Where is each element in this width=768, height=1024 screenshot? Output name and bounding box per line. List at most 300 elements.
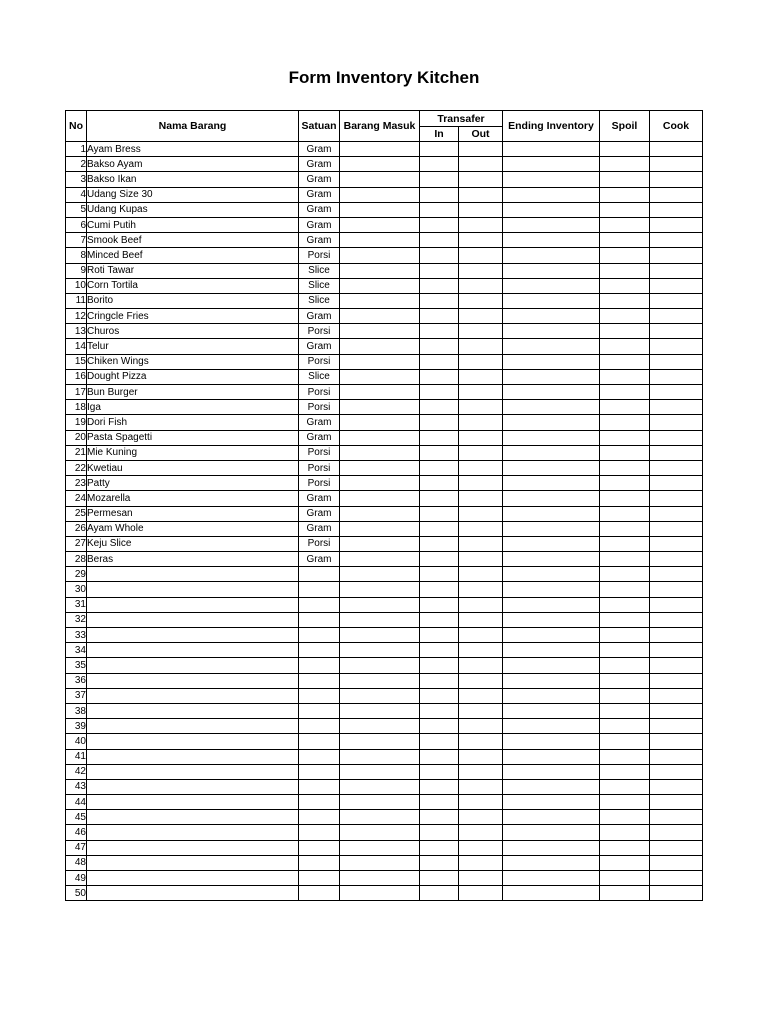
barang-masuk-cell[interactable] bbox=[340, 506, 420, 521]
barang-masuk-cell[interactable] bbox=[340, 825, 420, 840]
item-name-cell[interactable]: Pasta Spagetti bbox=[87, 430, 299, 445]
item-name-cell[interactable] bbox=[87, 719, 299, 734]
cook-cell[interactable] bbox=[650, 157, 703, 172]
unit-cell[interactable]: Gram bbox=[299, 142, 340, 157]
unit-cell[interactable] bbox=[299, 825, 340, 840]
transfer-in-cell[interactable] bbox=[420, 476, 459, 491]
transfer-out-cell[interactable] bbox=[459, 703, 503, 718]
item-name-cell[interactable]: Dori Fish bbox=[87, 415, 299, 430]
unit-cell[interactable]: Gram bbox=[299, 506, 340, 521]
transfer-in-cell[interactable] bbox=[420, 202, 459, 217]
spoil-cell[interactable] bbox=[600, 810, 650, 825]
item-name-cell[interactable]: Cringcle Fries bbox=[87, 309, 299, 324]
transfer-in-cell[interactable] bbox=[420, 779, 459, 794]
cook-cell[interactable] bbox=[650, 354, 703, 369]
unit-cell[interactable] bbox=[299, 612, 340, 627]
cook-cell[interactable] bbox=[650, 172, 703, 187]
barang-masuk-cell[interactable] bbox=[340, 172, 420, 187]
transfer-out-cell[interactable] bbox=[459, 324, 503, 339]
transfer-out-cell[interactable] bbox=[459, 445, 503, 460]
item-name-cell[interactable] bbox=[87, 643, 299, 658]
transfer-in-cell[interactable] bbox=[420, 795, 459, 810]
transfer-out-cell[interactable] bbox=[459, 795, 503, 810]
barang-masuk-cell[interactable] bbox=[340, 855, 420, 870]
barang-masuk-cell[interactable] bbox=[340, 248, 420, 263]
cook-cell[interactable] bbox=[650, 263, 703, 278]
ending-inventory-cell[interactable] bbox=[503, 400, 600, 415]
spoil-cell[interactable] bbox=[600, 157, 650, 172]
unit-cell[interactable] bbox=[299, 719, 340, 734]
spoil-cell[interactable] bbox=[600, 263, 650, 278]
ending-inventory-cell[interactable] bbox=[503, 460, 600, 475]
cook-cell[interactable] bbox=[650, 278, 703, 293]
barang-masuk-cell[interactable] bbox=[340, 202, 420, 217]
ending-inventory-cell[interactable] bbox=[503, 779, 600, 794]
transfer-in-cell[interactable] bbox=[420, 369, 459, 384]
cook-cell[interactable] bbox=[650, 552, 703, 567]
cook-cell[interactable] bbox=[650, 673, 703, 688]
spoil-cell[interactable] bbox=[600, 567, 650, 582]
barang-masuk-cell[interactable] bbox=[340, 795, 420, 810]
unit-cell[interactable] bbox=[299, 688, 340, 703]
cook-cell[interactable] bbox=[650, 567, 703, 582]
item-name-cell[interactable]: Iga bbox=[87, 400, 299, 415]
transfer-in-cell[interactable] bbox=[420, 673, 459, 688]
transfer-in-cell[interactable] bbox=[420, 415, 459, 430]
ending-inventory-cell[interactable] bbox=[503, 886, 600, 901]
ending-inventory-cell[interactable] bbox=[503, 309, 600, 324]
spoil-cell[interactable] bbox=[600, 415, 650, 430]
barang-masuk-cell[interactable] bbox=[340, 187, 420, 202]
item-name-cell[interactable] bbox=[87, 749, 299, 764]
spoil-cell[interactable] bbox=[600, 658, 650, 673]
unit-cell[interactable]: Gram bbox=[299, 309, 340, 324]
unit-cell[interactable] bbox=[299, 582, 340, 597]
spoil-cell[interactable] bbox=[600, 643, 650, 658]
barang-masuk-cell[interactable] bbox=[340, 157, 420, 172]
ending-inventory-cell[interactable] bbox=[503, 415, 600, 430]
spoil-cell[interactable] bbox=[600, 202, 650, 217]
transfer-in-cell[interactable] bbox=[420, 217, 459, 232]
ending-inventory-cell[interactable] bbox=[503, 643, 600, 658]
barang-masuk-cell[interactable] bbox=[340, 385, 420, 400]
unit-cell[interactable] bbox=[299, 628, 340, 643]
cook-cell[interactable] bbox=[650, 293, 703, 308]
barang-masuk-cell[interactable] bbox=[340, 597, 420, 612]
ending-inventory-cell[interactable] bbox=[503, 354, 600, 369]
unit-cell[interactable]: Slice bbox=[299, 293, 340, 308]
cook-cell[interactable] bbox=[650, 445, 703, 460]
item-name-cell[interactable] bbox=[87, 703, 299, 718]
cook-cell[interactable] bbox=[650, 187, 703, 202]
ending-inventory-cell[interactable] bbox=[503, 795, 600, 810]
unit-cell[interactable] bbox=[299, 886, 340, 901]
cook-cell[interactable] bbox=[650, 612, 703, 627]
item-name-cell[interactable] bbox=[87, 597, 299, 612]
barang-masuk-cell[interactable] bbox=[340, 552, 420, 567]
item-name-cell[interactable]: Telur bbox=[87, 339, 299, 354]
item-name-cell[interactable] bbox=[87, 840, 299, 855]
unit-cell[interactable] bbox=[299, 855, 340, 870]
cook-cell[interactable] bbox=[650, 871, 703, 886]
barang-masuk-cell[interactable] bbox=[340, 263, 420, 278]
transfer-in-cell[interactable] bbox=[420, 764, 459, 779]
barang-masuk-cell[interactable] bbox=[340, 324, 420, 339]
barang-masuk-cell[interactable] bbox=[340, 445, 420, 460]
unit-cell[interactable]: Porsi bbox=[299, 536, 340, 551]
item-name-cell[interactable]: Keju Slice bbox=[87, 536, 299, 551]
item-name-cell[interactable]: Cumi Putih bbox=[87, 217, 299, 232]
item-name-cell[interactable] bbox=[87, 855, 299, 870]
transfer-out-cell[interactable] bbox=[459, 597, 503, 612]
item-name-cell[interactable]: Kwetiau bbox=[87, 460, 299, 475]
spoil-cell[interactable] bbox=[600, 324, 650, 339]
transfer-in-cell[interactable] bbox=[420, 278, 459, 293]
item-name-cell[interactable] bbox=[87, 764, 299, 779]
unit-cell[interactable]: Gram bbox=[299, 217, 340, 232]
item-name-cell[interactable] bbox=[87, 810, 299, 825]
transfer-out-cell[interactable] bbox=[459, 855, 503, 870]
cook-cell[interactable] bbox=[650, 506, 703, 521]
unit-cell[interactable]: Porsi bbox=[299, 460, 340, 475]
spoil-cell[interactable] bbox=[600, 369, 650, 384]
transfer-in-cell[interactable] bbox=[420, 597, 459, 612]
transfer-out-cell[interactable] bbox=[459, 187, 503, 202]
ending-inventory-cell[interactable] bbox=[503, 840, 600, 855]
spoil-cell[interactable] bbox=[600, 749, 650, 764]
transfer-out-cell[interactable] bbox=[459, 536, 503, 551]
spoil-cell[interactable] bbox=[600, 521, 650, 536]
ending-inventory-cell[interactable] bbox=[503, 810, 600, 825]
transfer-out-cell[interactable] bbox=[459, 810, 503, 825]
transfer-in-cell[interactable] bbox=[420, 552, 459, 567]
transfer-out-cell[interactable] bbox=[459, 157, 503, 172]
barang-masuk-cell[interactable] bbox=[340, 779, 420, 794]
ending-inventory-cell[interactable] bbox=[503, 293, 600, 308]
ending-inventory-cell[interactable] bbox=[503, 263, 600, 278]
transfer-out-cell[interactable] bbox=[459, 202, 503, 217]
ending-inventory-cell[interactable] bbox=[503, 217, 600, 232]
barang-masuk-cell[interactable] bbox=[340, 309, 420, 324]
transfer-in-cell[interactable] bbox=[420, 187, 459, 202]
transfer-out-cell[interactable] bbox=[459, 385, 503, 400]
transfer-out-cell[interactable] bbox=[459, 430, 503, 445]
unit-cell[interactable]: Gram bbox=[299, 415, 340, 430]
barang-masuk-cell[interactable] bbox=[340, 536, 420, 551]
spoil-cell[interactable] bbox=[600, 278, 650, 293]
cook-cell[interactable] bbox=[650, 202, 703, 217]
item-name-cell[interactable]: Chiken Wings bbox=[87, 354, 299, 369]
barang-masuk-cell[interactable] bbox=[340, 719, 420, 734]
cook-cell[interactable] bbox=[650, 855, 703, 870]
transfer-out-cell[interactable] bbox=[459, 612, 503, 627]
item-name-cell[interactable] bbox=[87, 612, 299, 627]
spoil-cell[interactable] bbox=[600, 339, 650, 354]
unit-cell[interactable]: Gram bbox=[299, 172, 340, 187]
unit-cell[interactable] bbox=[299, 734, 340, 749]
ending-inventory-cell[interactable] bbox=[503, 142, 600, 157]
item-name-cell[interactable] bbox=[87, 871, 299, 886]
transfer-out-cell[interactable] bbox=[459, 764, 503, 779]
cook-cell[interactable] bbox=[650, 749, 703, 764]
transfer-out-cell[interactable] bbox=[459, 886, 503, 901]
barang-masuk-cell[interactable] bbox=[340, 430, 420, 445]
transfer-out-cell[interactable] bbox=[459, 491, 503, 506]
item-name-cell[interactable]: Bakso Ayam bbox=[87, 157, 299, 172]
ending-inventory-cell[interactable] bbox=[503, 248, 600, 263]
item-name-cell[interactable] bbox=[87, 582, 299, 597]
unit-cell[interactable] bbox=[299, 810, 340, 825]
transfer-out-cell[interactable] bbox=[459, 749, 503, 764]
transfer-out-cell[interactable] bbox=[459, 415, 503, 430]
barang-masuk-cell[interactable] bbox=[340, 491, 420, 506]
transfer-out-cell[interactable] bbox=[459, 460, 503, 475]
transfer-out-cell[interactable] bbox=[459, 825, 503, 840]
cook-cell[interactable] bbox=[650, 886, 703, 901]
spoil-cell[interactable] bbox=[600, 719, 650, 734]
cook-cell[interactable] bbox=[650, 688, 703, 703]
transfer-out-cell[interactable] bbox=[459, 263, 503, 278]
transfer-out-cell[interactable] bbox=[459, 339, 503, 354]
barang-masuk-cell[interactable] bbox=[340, 567, 420, 582]
unit-cell[interactable]: Porsi bbox=[299, 445, 340, 460]
item-name-cell[interactable] bbox=[87, 825, 299, 840]
transfer-in-cell[interactable] bbox=[420, 886, 459, 901]
barang-masuk-cell[interactable] bbox=[340, 749, 420, 764]
transfer-in-cell[interactable] bbox=[420, 263, 459, 278]
ending-inventory-cell[interactable] bbox=[503, 688, 600, 703]
transfer-in-cell[interactable] bbox=[420, 734, 459, 749]
item-name-cell[interactable] bbox=[87, 628, 299, 643]
item-name-cell[interactable] bbox=[87, 734, 299, 749]
unit-cell[interactable]: Slice bbox=[299, 263, 340, 278]
ending-inventory-cell[interactable] bbox=[503, 521, 600, 536]
spoil-cell[interactable] bbox=[600, 142, 650, 157]
ending-inventory-cell[interactable] bbox=[503, 658, 600, 673]
transfer-out-cell[interactable] bbox=[459, 871, 503, 886]
unit-cell[interactable] bbox=[299, 567, 340, 582]
cook-cell[interactable] bbox=[650, 385, 703, 400]
ending-inventory-cell[interactable] bbox=[503, 703, 600, 718]
spoil-cell[interactable] bbox=[600, 172, 650, 187]
ending-inventory-cell[interactable] bbox=[503, 612, 600, 627]
transfer-in-cell[interactable] bbox=[420, 460, 459, 475]
cook-cell[interactable] bbox=[650, 719, 703, 734]
cook-cell[interactable] bbox=[650, 415, 703, 430]
spoil-cell[interactable] bbox=[600, 825, 650, 840]
transfer-in-cell[interactable] bbox=[420, 506, 459, 521]
barang-masuk-cell[interactable] bbox=[340, 354, 420, 369]
unit-cell[interactable]: Gram bbox=[299, 552, 340, 567]
item-name-cell[interactable] bbox=[87, 658, 299, 673]
unit-cell[interactable]: Gram bbox=[299, 339, 340, 354]
item-name-cell[interactable]: Ayam Bress bbox=[87, 142, 299, 157]
transfer-in-cell[interactable] bbox=[420, 749, 459, 764]
transfer-in-cell[interactable] bbox=[420, 172, 459, 187]
barang-masuk-cell[interactable] bbox=[340, 688, 420, 703]
ending-inventory-cell[interactable] bbox=[503, 871, 600, 886]
unit-cell[interactable] bbox=[299, 871, 340, 886]
spoil-cell[interactable] bbox=[600, 795, 650, 810]
transfer-in-cell[interactable] bbox=[420, 628, 459, 643]
ending-inventory-cell[interactable] bbox=[503, 369, 600, 384]
spoil-cell[interactable] bbox=[600, 688, 650, 703]
item-name-cell[interactable]: Ayam Whole bbox=[87, 521, 299, 536]
transfer-in-cell[interactable] bbox=[420, 293, 459, 308]
cook-cell[interactable] bbox=[650, 810, 703, 825]
cook-cell[interactable] bbox=[650, 536, 703, 551]
unit-cell[interactable]: Gram bbox=[299, 491, 340, 506]
transfer-in-cell[interactable] bbox=[420, 430, 459, 445]
transfer-in-cell[interactable] bbox=[420, 567, 459, 582]
spoil-cell[interactable] bbox=[600, 612, 650, 627]
spoil-cell[interactable] bbox=[600, 460, 650, 475]
transfer-out-cell[interactable] bbox=[459, 552, 503, 567]
unit-cell[interactable]: Porsi bbox=[299, 354, 340, 369]
unit-cell[interactable] bbox=[299, 779, 340, 794]
transfer-out-cell[interactable] bbox=[459, 840, 503, 855]
unit-cell[interactable]: Gram bbox=[299, 202, 340, 217]
ending-inventory-cell[interactable] bbox=[503, 719, 600, 734]
transfer-out-cell[interactable] bbox=[459, 643, 503, 658]
transfer-in-cell[interactable] bbox=[420, 719, 459, 734]
ending-inventory-cell[interactable] bbox=[503, 764, 600, 779]
barang-masuk-cell[interactable] bbox=[340, 886, 420, 901]
transfer-in-cell[interactable] bbox=[420, 324, 459, 339]
ending-inventory-cell[interactable] bbox=[503, 825, 600, 840]
item-name-cell[interactable]: Beras bbox=[87, 552, 299, 567]
spoil-cell[interactable] bbox=[600, 430, 650, 445]
spoil-cell[interactable] bbox=[600, 491, 650, 506]
unit-cell[interactable] bbox=[299, 764, 340, 779]
item-name-cell[interactable]: Udang Kupas bbox=[87, 202, 299, 217]
cook-cell[interactable] bbox=[650, 324, 703, 339]
transfer-in-cell[interactable] bbox=[420, 445, 459, 460]
item-name-cell[interactable]: Udang Size 30 bbox=[87, 187, 299, 202]
cook-cell[interactable] bbox=[650, 825, 703, 840]
ending-inventory-cell[interactable] bbox=[503, 552, 600, 567]
cook-cell[interactable] bbox=[650, 460, 703, 475]
transfer-out-cell[interactable] bbox=[459, 217, 503, 232]
barang-masuk-cell[interactable] bbox=[340, 476, 420, 491]
unit-cell[interactable]: Slice bbox=[299, 278, 340, 293]
ending-inventory-cell[interactable] bbox=[503, 567, 600, 582]
transfer-in-cell[interactable] bbox=[420, 855, 459, 870]
unit-cell[interactable]: Slice bbox=[299, 369, 340, 384]
transfer-in-cell[interactable] bbox=[420, 840, 459, 855]
item-name-cell[interactable]: Bakso Ikan bbox=[87, 172, 299, 187]
transfer-out-cell[interactable] bbox=[459, 142, 503, 157]
transfer-out-cell[interactable] bbox=[459, 476, 503, 491]
transfer-out-cell[interactable] bbox=[459, 293, 503, 308]
spoil-cell[interactable] bbox=[600, 628, 650, 643]
ending-inventory-cell[interactable] bbox=[503, 749, 600, 764]
spoil-cell[interactable] bbox=[600, 673, 650, 688]
unit-cell[interactable]: Gram bbox=[299, 157, 340, 172]
cook-cell[interactable] bbox=[650, 840, 703, 855]
ending-inventory-cell[interactable] bbox=[503, 597, 600, 612]
transfer-in-cell[interactable] bbox=[420, 871, 459, 886]
barang-masuk-cell[interactable] bbox=[340, 658, 420, 673]
transfer-out-cell[interactable] bbox=[459, 658, 503, 673]
item-name-cell[interactable]: Churos bbox=[87, 324, 299, 339]
ending-inventory-cell[interactable] bbox=[503, 628, 600, 643]
ending-inventory-cell[interactable] bbox=[503, 187, 600, 202]
ending-inventory-cell[interactable] bbox=[503, 278, 600, 293]
cook-cell[interactable] bbox=[650, 491, 703, 506]
item-name-cell[interactable]: Mie Kuning bbox=[87, 445, 299, 460]
unit-cell[interactable]: Porsi bbox=[299, 476, 340, 491]
barang-masuk-cell[interactable] bbox=[340, 142, 420, 157]
cook-cell[interactable] bbox=[650, 369, 703, 384]
spoil-cell[interactable] bbox=[600, 400, 650, 415]
unit-cell[interactable] bbox=[299, 673, 340, 688]
unit-cell[interactable] bbox=[299, 643, 340, 658]
transfer-out-cell[interactable] bbox=[459, 369, 503, 384]
spoil-cell[interactable] bbox=[600, 506, 650, 521]
transfer-in-cell[interactable] bbox=[420, 233, 459, 248]
spoil-cell[interactable] bbox=[600, 734, 650, 749]
item-name-cell[interactable] bbox=[87, 779, 299, 794]
ending-inventory-cell[interactable] bbox=[503, 172, 600, 187]
transfer-out-cell[interactable] bbox=[459, 582, 503, 597]
ending-inventory-cell[interactable] bbox=[503, 536, 600, 551]
ending-inventory-cell[interactable] bbox=[503, 233, 600, 248]
spoil-cell[interactable] bbox=[600, 536, 650, 551]
unit-cell[interactable]: Gram bbox=[299, 430, 340, 445]
item-name-cell[interactable]: Smook Beef bbox=[87, 233, 299, 248]
unit-cell[interactable]: Porsi bbox=[299, 248, 340, 263]
barang-masuk-cell[interactable] bbox=[340, 339, 420, 354]
item-name-cell[interactable] bbox=[87, 567, 299, 582]
cook-cell[interactable] bbox=[650, 764, 703, 779]
barang-masuk-cell[interactable] bbox=[340, 278, 420, 293]
ending-inventory-cell[interactable] bbox=[503, 582, 600, 597]
barang-masuk-cell[interactable] bbox=[340, 643, 420, 658]
barang-masuk-cell[interactable] bbox=[340, 673, 420, 688]
cook-cell[interactable] bbox=[650, 400, 703, 415]
spoil-cell[interactable] bbox=[600, 552, 650, 567]
cook-cell[interactable] bbox=[650, 779, 703, 794]
transfer-out-cell[interactable] bbox=[459, 248, 503, 263]
ending-inventory-cell[interactable] bbox=[503, 445, 600, 460]
barang-masuk-cell[interactable] bbox=[340, 612, 420, 627]
transfer-in-cell[interactable] bbox=[420, 309, 459, 324]
ending-inventory-cell[interactable] bbox=[503, 157, 600, 172]
cook-cell[interactable] bbox=[650, 248, 703, 263]
ending-inventory-cell[interactable] bbox=[503, 430, 600, 445]
spoil-cell[interactable] bbox=[600, 840, 650, 855]
barang-masuk-cell[interactable] bbox=[340, 582, 420, 597]
barang-masuk-cell[interactable] bbox=[340, 840, 420, 855]
barang-masuk-cell[interactable] bbox=[340, 460, 420, 475]
transfer-out-cell[interactable] bbox=[459, 309, 503, 324]
cook-cell[interactable] bbox=[650, 582, 703, 597]
item-name-cell[interactable]: Minced Beef bbox=[87, 248, 299, 263]
spoil-cell[interactable] bbox=[600, 764, 650, 779]
item-name-cell[interactable]: Borito bbox=[87, 293, 299, 308]
unit-cell[interactable]: Gram bbox=[299, 521, 340, 536]
transfer-in-cell[interactable] bbox=[420, 582, 459, 597]
cook-cell[interactable] bbox=[650, 309, 703, 324]
cook-cell[interactable] bbox=[650, 217, 703, 232]
item-name-cell[interactable] bbox=[87, 886, 299, 901]
item-name-cell[interactable] bbox=[87, 795, 299, 810]
transfer-out-cell[interactable] bbox=[459, 506, 503, 521]
unit-cell[interactable] bbox=[299, 703, 340, 718]
spoil-cell[interactable] bbox=[600, 217, 650, 232]
cook-cell[interactable] bbox=[650, 658, 703, 673]
